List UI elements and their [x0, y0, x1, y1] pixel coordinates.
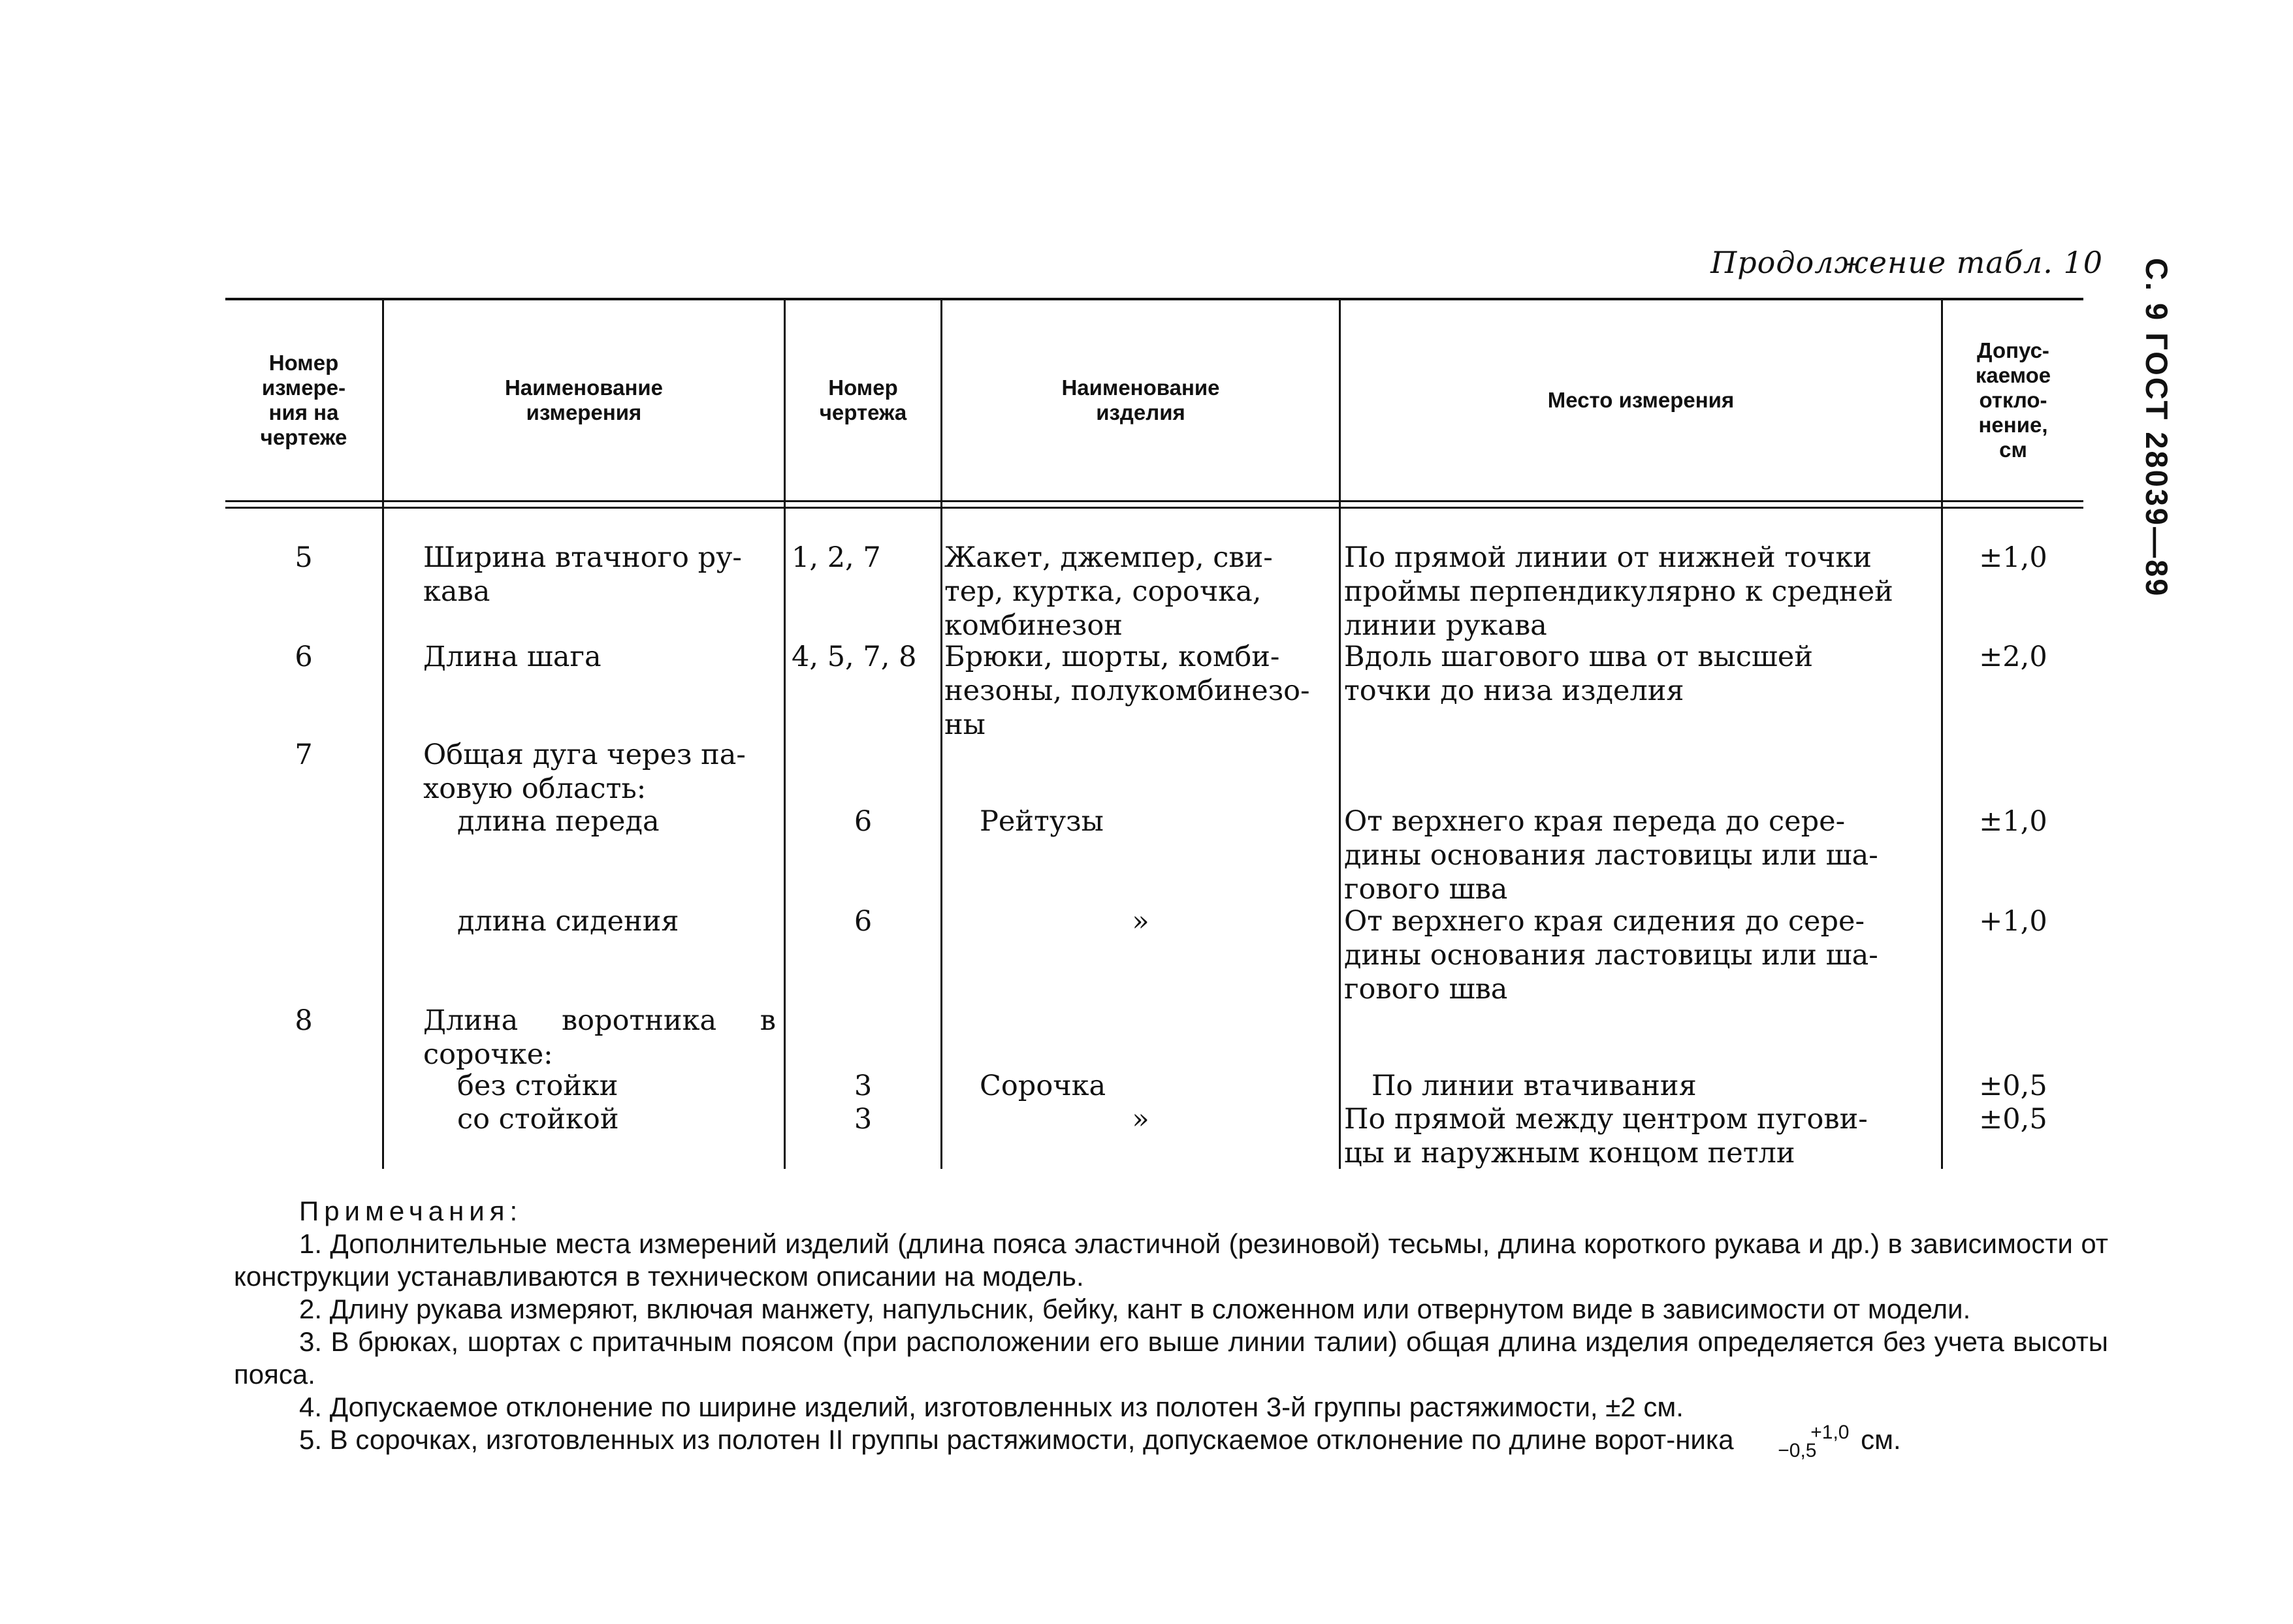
row-measure-name: Длина шага [423, 641, 601, 673]
header-drawing-number: Номер чертежа [819, 375, 907, 424]
row-measure-name: длина переда [457, 805, 660, 838]
row-product-name: Брюки, шорты, комби- незоны, полукомбинезо- ны [944, 641, 1310, 741]
row-measure-name: без стойки [457, 1070, 618, 1102]
table-caption: Продолжение табл. 10 [1710, 245, 2103, 280]
row-drawing-number: 3 [854, 1070, 873, 1102]
row-measure-place: От верхнего края переда до сере- дины основания ластовицы или ша- гового шва [1344, 805, 1878, 906]
row-product-name: Жакет, джемпер, сви- тер, куртка, сорочка, комбинезон [944, 541, 1273, 642]
row-tolerance: ±1,0 [1979, 541, 2047, 574]
row-number: 5 [295, 541, 313, 574]
header-measure-place: Место измерения [1547, 388, 1735, 413]
row-measure-name: со стойкой [457, 1103, 619, 1136]
header-tolerance: Допус- каемое откло- нение, см [1975, 338, 2051, 462]
row-drawing-number: 6 [854, 905, 873, 938]
tolerance-fraction: +1,0 −0,5 [1778, 1422, 1850, 1461]
row-measure-name: длина сидения [457, 905, 679, 938]
row-tolerance: +1,0 [1979, 905, 2047, 938]
row-number: 6 [295, 641, 313, 673]
row-measure-place: По линии втачивания [1371, 1070, 1697, 1102]
note-item: 2. Длину рукава измеряют, включая манжету, напульсник, бейку, кант в сложенном или отвернутом виде в зависимости от модели. [299, 1294, 1971, 1324]
row-product-name: Рейтузы [980, 805, 1104, 838]
row-measure-place: По прямой линии от нижней точки проймы перпендикулярно к средней линии рукава [1344, 541, 1893, 642]
note-item: 4. Допускаемое отклонение по ширине изделий, изготовленных из полотен 3-й группы растяжимости, ±2 см. [299, 1392, 1684, 1422]
row-measure-place: По прямой между центром пугови- цы и наружным концом петли [1344, 1103, 1868, 1170]
row-measure-place: Вдоль шагового шва от высшей точки до низа изделия [1344, 641, 1814, 707]
notes-section [234, 1195, 2108, 1460]
header-measure-name: Наименование измерения [504, 375, 664, 424]
row-tolerance: ±1,0 [1979, 805, 2047, 838]
header-measure-number: Номер измере- ния на чертеже [260, 351, 347, 449]
note-item-5-unit: см. [1861, 1424, 1901, 1456]
note-item-5-text: 5. В сорочках, изготовленных из полотен II группы растяжимости, допускаемое отклонение по длине ворот-ника [299, 1424, 1734, 1456]
note-item [234, 1424, 2108, 1460]
row-tolerance: ±2,0 [1979, 641, 2047, 673]
row-measure-name: Ширина втачного ру- кава [423, 541, 742, 608]
row-number: 8 [295, 1004, 313, 1037]
row-drawing-number: 3 [854, 1103, 873, 1136]
gost-side-label: С. 9 ГОСТ 28039—89 [2140, 258, 2174, 598]
row-measure-place: От верхнего края сидения до сере- дины основания ластовицы или ша- гового шва [1344, 905, 1878, 1006]
row-tolerance: ±0,5 [1979, 1103, 2047, 1136]
row-tolerance: ±0,5 [1979, 1070, 2047, 1102]
note-item: 1. Дополнительные места измерений изделий (длина пояса эластичной (резиновой) тесьмы, длина короткого рукава и др.) в зависимости от конструкции устанавливаются в техническом описании на модель. [234, 1228, 2108, 1292]
row-product-name: Сорочка [980, 1070, 1106, 1102]
row-drawing-number: 1, 2, 7 [792, 541, 881, 574]
row-number: 7 [295, 739, 313, 771]
notes-title: Примечания: [299, 1196, 523, 1226]
header-bottom-rule-1 [225, 500, 2083, 502]
row-product-name: » [1132, 1103, 1149, 1136]
row-measure-name: Общая дуга через па- ховую область: [423, 739, 746, 805]
side-label [2139, 258, 2178, 611]
row-drawing-number: 6 [854, 805, 873, 838]
row-product-name: » [1132, 905, 1149, 938]
row-drawing-number: 4, 5, 7, 8 [792, 641, 917, 673]
note-item: 3. В брюках, шортах с притачным поясом (при расположении его выше линии талии) общая длина изделия определяется без учета высоты пояса. [234, 1326, 2108, 1390]
header-bottom-rule-2 [225, 507, 2083, 509]
row-measure-name: Длина воротника в сорочке: [423, 1004, 776, 1071]
header-product-name: Наименование изделия [1061, 375, 1220, 424]
